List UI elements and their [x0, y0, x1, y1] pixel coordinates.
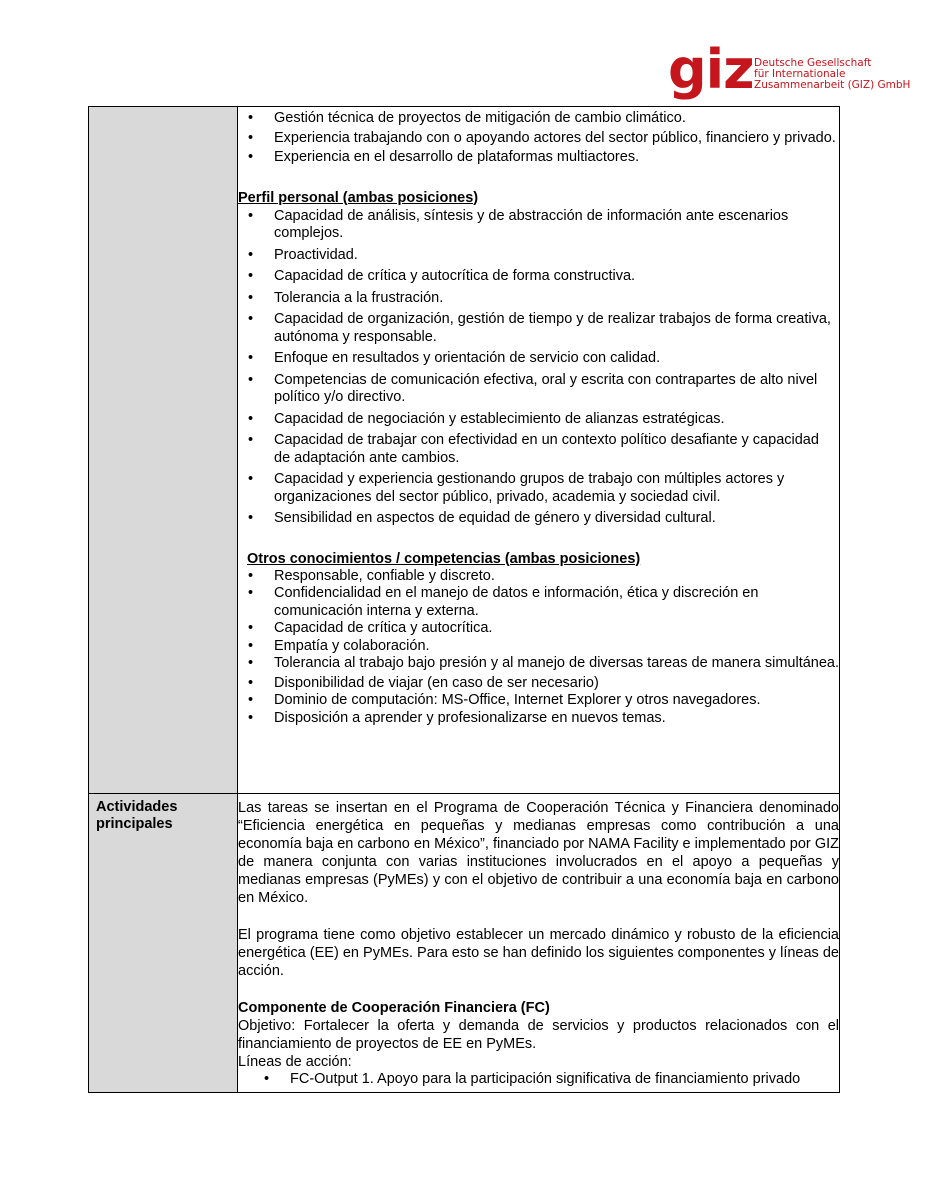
list-item: • Empatía y colaboración.: [238, 638, 839, 656]
list-item: • Enfoque en resultados y orientación de servicio con calidad.: [238, 350, 839, 368]
logo-line-1: Deutsche Gesellschaft: [754, 57, 872, 69]
row-label-cell: [89, 107, 238, 794]
logo-line-2: für Internationale: [754, 68, 846, 80]
list-item: • Tolerancia al trabajo bajo presión y al manejo de diversas tareas de manera simultánea.: [238, 655, 839, 673]
giz-logo-text: [754, 58, 910, 91]
fc-objetivo: Objetivo: Fortalecer la oferta y demanda de servicios y productos relacionados con el financiamiento de proyectos de EE en PyMEs.: [238, 1018, 839, 1052]
list-item: • Capacidad de crítica y autocrítica.: [238, 620, 839, 638]
list-item: • Confidencialidad en el manejo de datos e información, ética y discreción en comunicación interna y externa.: [238, 585, 839, 620]
perfil-heading: Perfil personal (ambas posiciones): [238, 189, 479, 206]
top-list: [238, 110, 839, 167]
list-item: • Competencias de comunicación efectiva, oral y escrita con contrapartes de alto nivel político y/o directivo.: [238, 372, 839, 407]
fc-heading: Componente de Cooperación Financiera (FC): [238, 1000, 550, 1016]
giz-logo: [668, 38, 911, 102]
list-item: • Experiencia en el desarrollo de plataformas multiactores.: [238, 149, 839, 167]
list-item: • Disponibilidad de viajar (en caso de ser necesario): [238, 675, 839, 693]
paragraph: Las tareas se insertan en el Programa de Cooperación Técnica y Financiera denominado “Eficiencia energética en pequeñas y medianas empresas como contribución a una economía baja en carbono en México”, financiado por NAMA Facility e implementado por GIZ de manera conjunta con varias instituciones involucrados en el apoyo a pequeñas y medianas empresas (PyMEs) y con el objetivo de contribuir a una economía baja en carbono en México.: [238, 800, 839, 906]
row-label-cell: [89, 794, 238, 1093]
giz-logo-mark: giz: [668, 38, 754, 101]
row-content-cell: [238, 794, 840, 1093]
actividades-label: Actividades principales: [96, 799, 178, 832]
fc-lineas-label: Líneas de acción:: [238, 1054, 352, 1070]
list-item: • Capacidad de trabajar con efectividad en un contexto político desafiante y capacidad de adaptación ante cambios.: [238, 432, 839, 467]
list-item: • FC-Output 1. Apoyo para la participación significativa de financiamiento privado: [254, 1071, 839, 1089]
logo-line-3: Zusammenarbeit (GIZ) GmbH: [754, 79, 911, 91]
list-item: • Capacidad de negociación y establecimiento de alianzas estratégicas.: [238, 411, 839, 429]
list-item: • Sensibilidad en aspectos de equidad de género y diversidad cultural.: [238, 510, 839, 528]
otros-heading: Otros conocimientos / competencias (ambas posiciones): [247, 550, 641, 567]
table-row: [89, 107, 840, 794]
list-item: • Experiencia trabajando con o apoyando actores del sector público, financiero y privado.: [238, 130, 839, 148]
table-row: [89, 794, 840, 1093]
list-item: • Disposición a aprender y profesionalizarse en nuevos temas.: [238, 710, 839, 728]
list-item: • Capacidad de análisis, síntesis y de abstracción de información ante escenarios complejos.: [238, 208, 839, 243]
list-item: • Tolerancia a la frustración.: [238, 290, 839, 308]
list-item: • Proactividad.: [238, 247, 839, 265]
list-item: • Gestión técnica de proyectos de mitigación de cambio climático.: [238, 110, 839, 128]
row-content-cell: [238, 107, 840, 794]
list-item: • Responsable, confiable y discreto.: [238, 568, 839, 586]
perfil-list: [238, 208, 839, 528]
list-item: • Capacidad y experiencia gestionando grupos de trabajo con múltiples actores y organizaciones del sector público, privado, academia y sociedad civil.: [238, 471, 839, 506]
job-description-table: [88, 106, 840, 1093]
list-item: • Capacidad de organización, gestión de tiempo y de realizar trabajos de forma creativa, autónoma y responsable.: [238, 311, 839, 346]
list-item: • Dominio de computación: MS-Office, Internet Explorer y otros navegadores.: [238, 692, 839, 710]
otros-list: [238, 568, 839, 728]
paragraph: El programa tiene como objetivo establecer un mercado dinámico y robusto de la eficiencia energética (EE) en PyMEs. Para esto se han definido los siguientes componentes y líneas de acción.: [238, 927, 839, 979]
fc-list: [254, 1071, 839, 1089]
list-item: • Capacidad de crítica y autocrítica de forma constructiva.: [238, 268, 839, 286]
